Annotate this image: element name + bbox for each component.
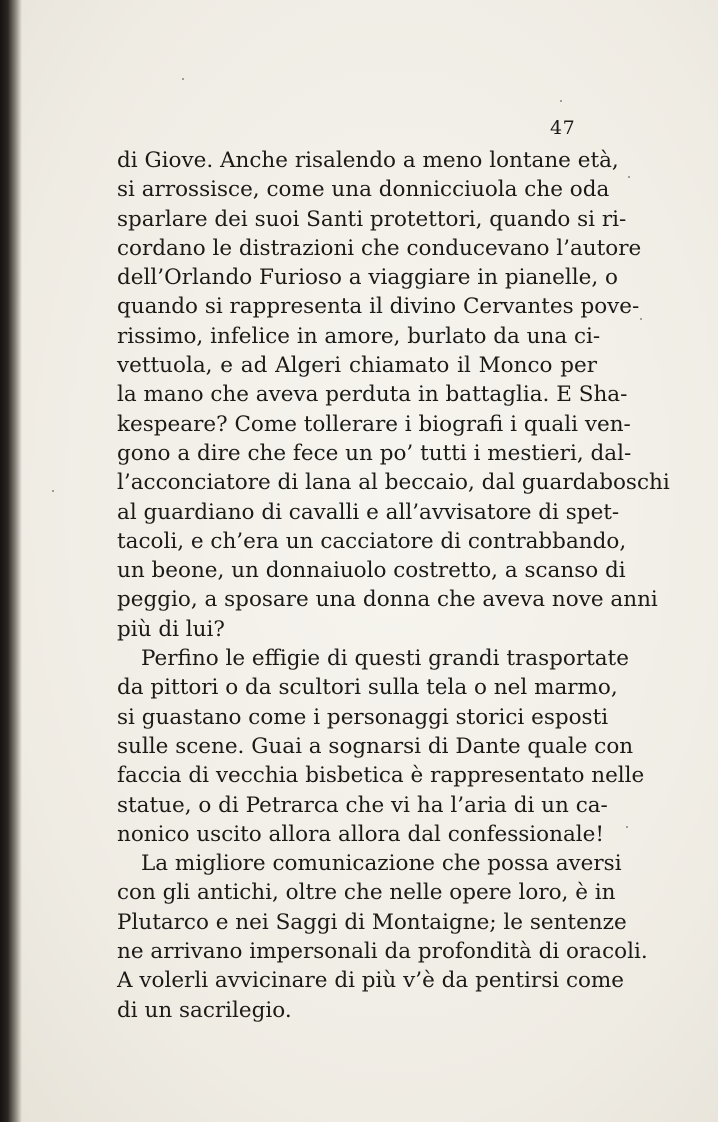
text-line: si arrossisce, come una donnicciuola che oda xyxy=(117,177,610,203)
paper-speck xyxy=(560,100,562,102)
text-line: faccia di vecchia bisbetica è rappresentato nelle xyxy=(117,763,645,789)
text-line: Perfino le effigie di questi grandi trasportate xyxy=(141,646,629,672)
text-line: kespeare? Come tollerare i biografi i quali ven- xyxy=(117,411,631,437)
text-line: La migliore comunicazione che possa aversi xyxy=(141,851,622,877)
text-line: Plutarco e nei Saggi di Montaigne; le sentenze xyxy=(117,909,627,935)
paper-speck xyxy=(52,490,54,492)
text-line: statue, o di Petrarca che vi ha l’aria di un ca- xyxy=(117,792,608,818)
paper-speck xyxy=(640,318,642,320)
text-line: al guardiano di cavalli e all’avvisatore di spet- xyxy=(117,499,620,525)
paper-speck xyxy=(182,78,184,80)
text-line: sulle scene. Guai a sognarsi di Dante quale con xyxy=(117,733,634,759)
body-text xyxy=(117,146,670,1025)
text-line: di Giove. Anche risalendo a meno lontane età, xyxy=(117,148,619,173)
text-line: l’acconciatore di lana al beccaio, dal guardaboschi xyxy=(117,470,670,496)
text-line: si guastano come i personaggi storici esposti xyxy=(117,704,609,730)
text-line: gono a dire che fece un po’ tutti i mestieri, dal- xyxy=(117,440,632,466)
text-line: tacoli, e ch’era un cacciatore di contrabbando, xyxy=(117,528,627,554)
text-line: A volerli avvicinare di più v’è da pentirsi come xyxy=(117,968,625,994)
paper-speck xyxy=(626,826,628,828)
text-line: sparlare dei suoi Santi protettori, quando si ri- xyxy=(117,206,627,232)
text-line: quando si rappresenta il divino Cervantes pove- xyxy=(117,294,640,320)
text-line: vettuola, e ad Algeri chiamato il Monco per xyxy=(117,353,597,379)
text-line: da pittori o da scultori sulla tela o nel marmo, xyxy=(117,675,618,701)
text-line: più di lui? xyxy=(117,616,225,642)
text-line: con gli antichi, oltre che nelle opere loro, è in xyxy=(117,880,616,906)
text-line: un beone, un donnaiuolo costretto, a scanso di xyxy=(117,558,626,584)
paper-speck xyxy=(628,176,630,178)
text-line: di un sacrilegio. xyxy=(117,997,292,1023)
text-line: ne arrivano impersonali da profondità di oracoli. xyxy=(117,939,648,965)
text-line: cordano le distrazioni che conducevano l’autore xyxy=(117,235,642,261)
text-line: dell’Orlando Furioso a viaggiare in pianelle, o xyxy=(117,265,618,291)
text-line: nonico uscito allora allora dal confessionale! xyxy=(117,821,605,847)
text-line: peggio, a sposare una donna che aveva nove anni xyxy=(117,587,658,613)
binding-edge xyxy=(0,0,22,1122)
text-line: la mano che aveva perduta in battaglia. E Sha- xyxy=(117,382,628,408)
text-line: rissimo, infelice in amore, burlato da una ci- xyxy=(117,323,601,349)
page-number: 47 xyxy=(550,117,576,139)
